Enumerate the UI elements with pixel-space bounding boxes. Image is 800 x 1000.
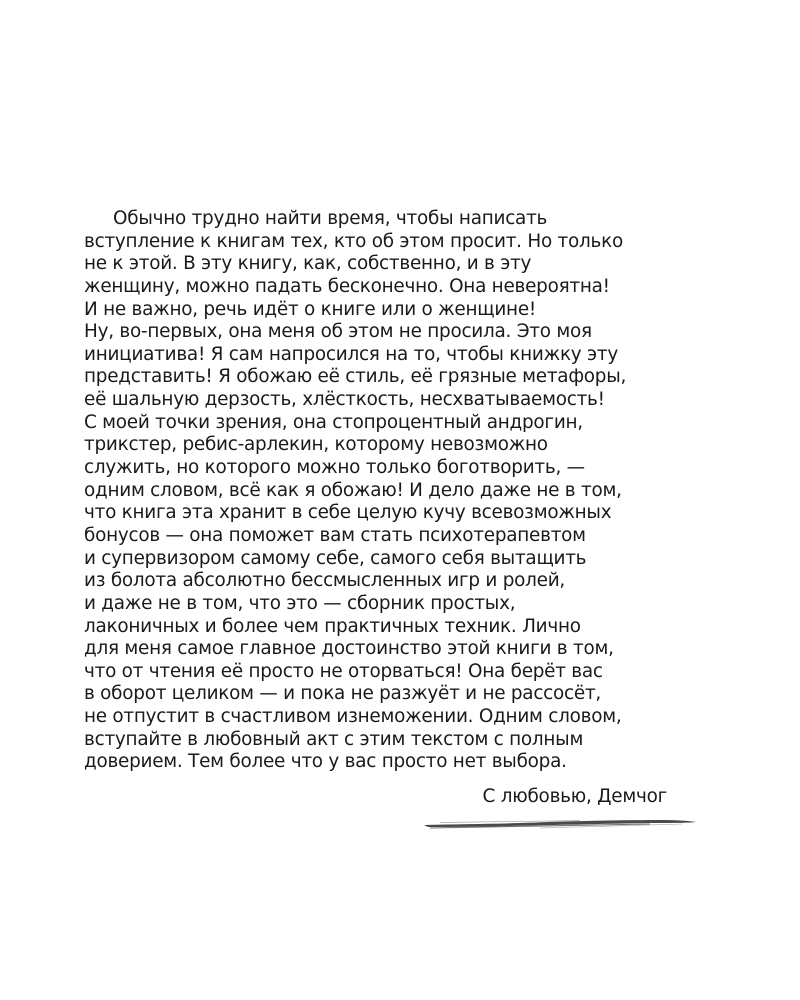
foreword-line: вступайте в любовный акт с этим текстом с полным: [84, 728, 584, 750]
foreword-line: Ну, во-первых, она меня об этом не просила. Это моя: [84, 321, 592, 343]
foreword-line: представить! Я обожаю её стиль, её грязные метафоры,: [84, 366, 627, 388]
foreword-line: И не важно, речь идёт о книге или о женщине!: [84, 298, 537, 320]
foreword-line: инициатива! Я сам напросился на то, чтобы книжку эту: [84, 343, 618, 365]
foreword-line: не отпустит в счастливом изнеможении. Одним словом,: [84, 706, 622, 728]
foreword-text: [84, 208, 684, 774]
foreword-line: Обычно трудно найти время, чтобы написать: [113, 208, 548, 229]
foreword-line: что книга эта хранит в себе целую кучу всевозможных: [84, 502, 612, 524]
foreword-line: С моей точки зрения, она стопроцентный андрогин,: [84, 411, 583, 433]
brush-stroke-decoration: [420, 812, 700, 834]
foreword-line: бонусов — она поможет вам стать психотерапевтом: [84, 524, 586, 546]
foreword-line: и супервизором самому себе, самого себя вытащить: [84, 547, 587, 569]
foreword-line: женщину, можно падать бесконечно. Она невероятна!: [84, 275, 610, 297]
foreword-line: её шальную дерзость, хлёсткость, несхватываемость!: [84, 389, 605, 411]
signature: С любовью, Демчог: [482, 786, 667, 807]
foreword-line: трикстер, ребис-арлекин, которому невозможно: [84, 434, 548, 456]
foreword-line: лаконичных и более чем практичных техник. Лично: [84, 615, 581, 637]
foreword-line: не к этой. В эту книгу, как, собственно, и в эту: [84, 253, 532, 275]
foreword-line: для меня самое главное достоинство этой книги в том,: [84, 638, 614, 660]
foreword-line: из болота абсолютно бессмысленных игр и ролей,: [84, 570, 566, 592]
foreword-line: служить, но которого можно только боготворить, —: [84, 457, 585, 479]
foreword-line: одним словом, всё как я обожаю! И дело даже не в том,: [84, 479, 622, 501]
foreword-line: и даже не в том, что это — сборник простых,: [84, 592, 516, 614]
foreword-line: вступление к книгам тех, кто об этом просит. Но только: [84, 230, 623, 252]
foreword-line: доверием. Тем более что у вас просто нет выбора.: [84, 751, 567, 773]
foreword-line: в оборот целиком — и пока не разжуёт и не рассосёт,: [84, 683, 602, 705]
foreword-line: что от чтения её просто не оторваться! Она берёт вас: [84, 660, 603, 682]
